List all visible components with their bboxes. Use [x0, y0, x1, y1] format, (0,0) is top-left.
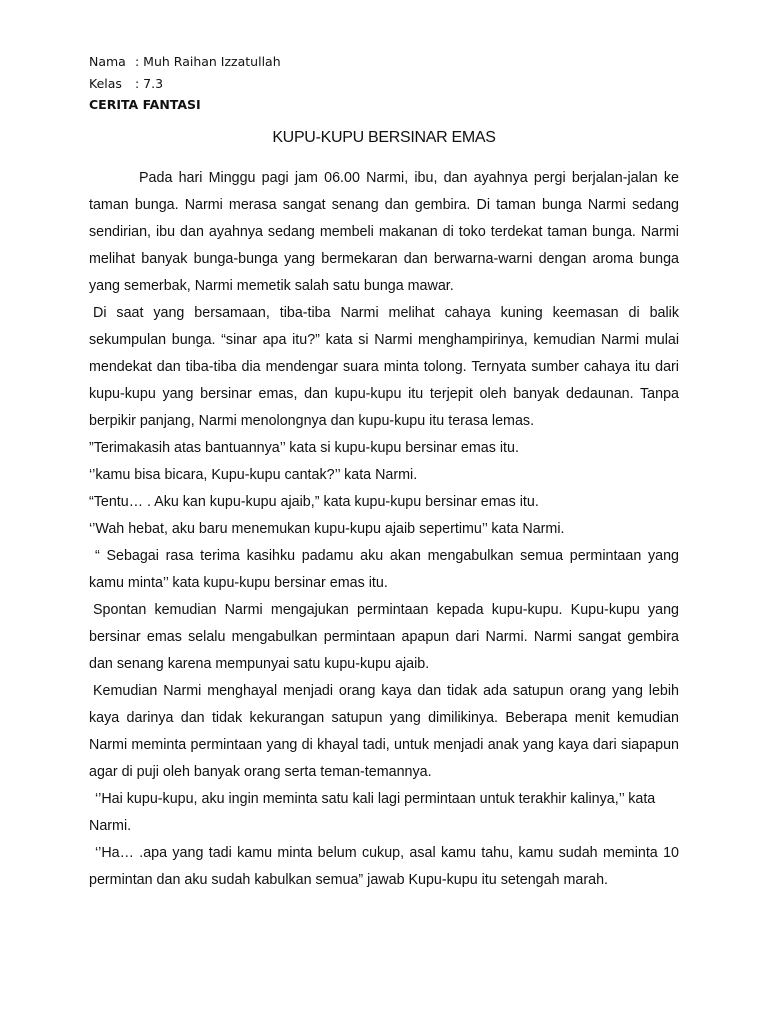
class-row — [89, 73, 281, 95]
student-info — [89, 51, 281, 116]
name-row — [89, 51, 281, 73]
name-label: Nama — [89, 54, 126, 69]
story-paragraph: Kemudian Narmi menghayal menjadi orang kaya dan tidak ada satupun orang yang lebih kaya darinya dan tidak kekurangan satupun yang dimilikinya. Beberapa menit kemudian Narmi meminta permintaan yang di khayal tadi, untuk menjadi anak yang kaya dari siapapun agar di puji oleh banyak orang serta teman-temannya. — [89, 683, 679, 780]
section-heading: CERITA FANTASI — [89, 97, 201, 112]
class-label: Kelas — [89, 75, 122, 91]
name-value: : Muh Raihan Izzatullah — [135, 54, 281, 69]
dialogue-line: “ Sebagai rasa terima kasihku padamu aku akan mengabulkan semua permintaan yang kamu minta’’ kata kupu-kupu bersinar emas itu. — [89, 548, 679, 591]
dialogue-line: ‘’Wah hebat, aku baru menemukan kupu-kupu ajaib sepertimu’’ kata Narmi. — [89, 521, 565, 537]
story-paragraph: Pada hari Minggu pagi jam 06.00 Narmi, ibu, dan ayahnya pergi berjalan-jalan ke taman bunga. Narmi merasa sangat senang dan gembira. Di taman bunga Narmi sedang sendirian, ibu dan ayahnya sedang membeli makanan di toko terdekat taman bunga. Narmi melihat banyak bunga-bunga yang bermekaran dan berwarna-warni dengan aroma bunga yang semerbak, Narmi memetik salah satu bunga mawar. — [89, 170, 679, 294]
story-paragraph: Di saat yang bersamaan, tiba-tiba Narmi melihat cahaya kuning keemasan di balik sekumpulan bunga. “sinar apa itu?” kata si Narmi menghampirinya, kemudian Narmi mulai mendekat dan tiba-tiba dia mendengar suara minta tolong. Ternyata sumber cahaya itu dari kupu-kupu yang bersinar emas, dan kupu-kupu itu terjepit oleh banyak dedaunan. Tanpa berpikir panjang, Narmi menolongnya dan kupu-kupu itu terasa lemas. — [89, 305, 679, 429]
dialogue-line: “Tentu… . Aku kan kupu-kupu ajaib,” kata kupu-kupu bersinar emas itu. — [89, 494, 539, 510]
dialogue-line: ‘’Ha… .apa yang tadi kamu minta belum cukup, asal kamu tahu, kamu sudah meminta 10 permintan dan aku sudah kabulkan semua” jawab Kupu-kupu itu setengah marah. — [89, 845, 679, 888]
dialogue-line: ‘’Hai kupu-kupu, aku ingin meminta satu kali lagi permintaan untuk terakhir kalinya,’’ kata Narmi. — [89, 791, 656, 834]
story-paragraph: Spontan kemudian Narmi mengajukan permintaan kepada kupu-kupu. Kupu-kupu yang bersinar emas selalu mengabulkan permintaan apapun dari Narmi. Narmi sangat gembira dan senang karena mempunyai satu kupu-kupu ajaib. — [89, 602, 679, 672]
story-body — [89, 165, 679, 894]
dialogue-line: ”Terimakasih atas bantuannya’’ kata si kupu-kupu bersinar emas itu. — [89, 440, 519, 456]
dialogue-line: ‘’kamu bisa bicara, Kupu-kupu cantak?’’ kata Narmi. — [89, 467, 418, 483]
story-title: KUPU-KUPU BERSINAR EMAS — [272, 129, 496, 146]
class-value: : 7.3 — [135, 75, 164, 91]
